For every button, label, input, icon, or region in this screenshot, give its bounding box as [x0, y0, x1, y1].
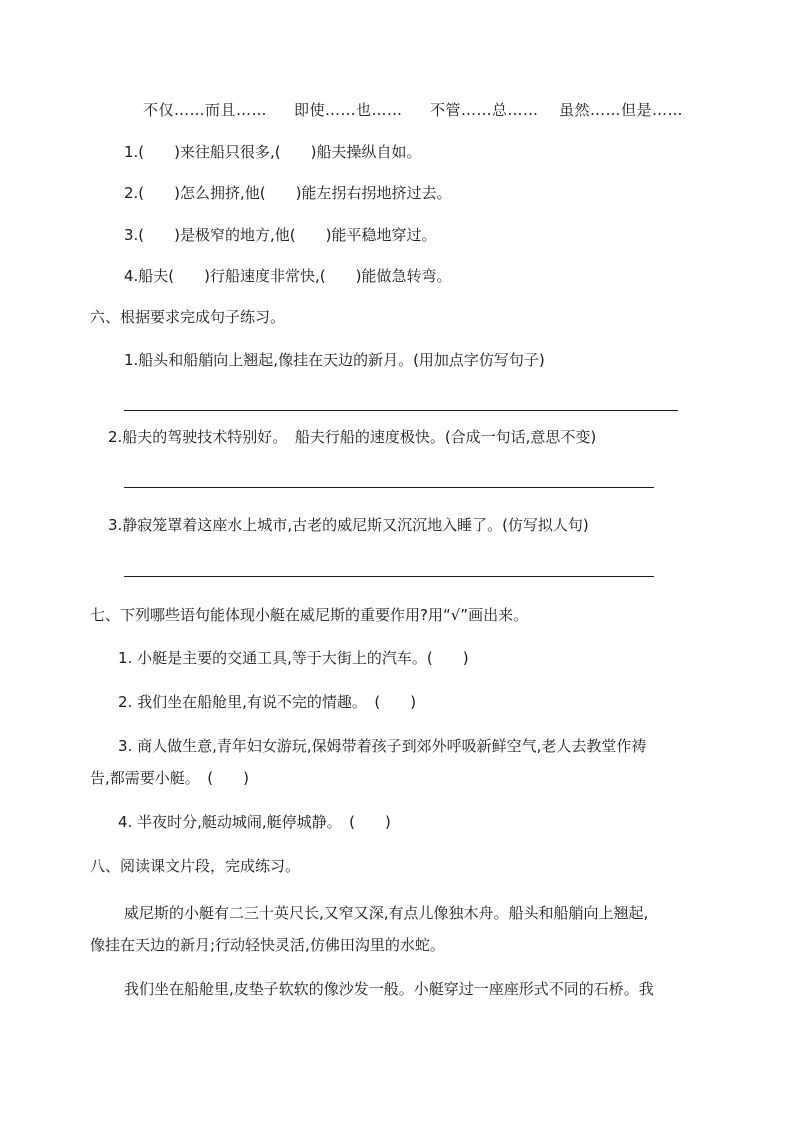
answer-line-2[interactable]	[124, 487, 654, 488]
passage-p1-line2: 像挂在天边的新月;行动轻快灵活,仿佛田沟里的水蛇。	[90, 936, 445, 954]
connector-word-1: 不仅……而且……	[143, 101, 268, 119]
fill-item-1: 1.( )来往船只很多,( )船夫操纵自如。	[124, 143, 422, 161]
s6-item-1: 1.船头和船艄向上翘起,像挂在天边的新月。(用加点字仿写句子)	[124, 351, 545, 369]
s7-item-2: 2. 我们坐在船舱里,有说不完的情趣。 ( )	[118, 693, 417, 711]
connector-word-4: 虽然……但是……	[559, 101, 684, 119]
fill-item-4: 4.船夫( )行船速度非常快,( )能做急转弯。	[124, 267, 452, 285]
section-8-heading: 八、阅读课文片段，完成练习。	[90, 857, 301, 875]
s7-item-4: 4. 半夜时分,艇动城闹,艇停城静。 ( )	[118, 813, 391, 831]
s7-item-1: 1. 小艇是主要的交通工具,等于大街上的汽车。( )	[118, 649, 469, 667]
passage-p2-line1: 我们坐在船舱里,皮垫子软软的像沙发一般。小艇穿过一座座形式不同的石桥。我	[124, 980, 654, 998]
answer-line-1[interactable]	[124, 410, 678, 411]
answer-line-3[interactable]	[124, 576, 654, 577]
fill-item-2: 2.( )怎么拥挤,他( )能左拐右拐地挤过去。	[124, 184, 452, 202]
fill-item-3: 3.( )是极窄的地方,他( )能平稳地穿过。	[124, 226, 437, 244]
section-6-heading: 六、根据要求完成句子练习。	[90, 308, 286, 326]
s7-item-3: 3. 商人做生意,青年妇女游玩,保姆带着孩子到郊外呼吸新鲜空气,老人去教堂作祷	[118, 737, 647, 755]
s6-item-3: 3.静寂笼罩着这座水上城市,古老的威尼斯又沉沉地入睡了。(仿写拟人句)	[108, 516, 589, 534]
connector-word-3: 不管……总……	[430, 101, 539, 119]
section-7-heading: 七、下列哪些语句能体现小艇在威尼斯的重要作用?用“√”画出来。	[90, 606, 529, 624]
s7-item-3-cont: 告,都需要小艇。 ( )	[90, 769, 249, 787]
s6-item-2: 2.船夫的驾驶技术特别好。 船夫行船的速度极快。(合成一句话,意思不变)	[108, 428, 597, 446]
connector-word-2: 即使……也……	[294, 101, 403, 119]
passage-p1-line1: 威尼斯的小艇有二三十英尺长,又窄又深,有点儿像独木舟。船头和船艄向上翘起,	[124, 904, 649, 922]
